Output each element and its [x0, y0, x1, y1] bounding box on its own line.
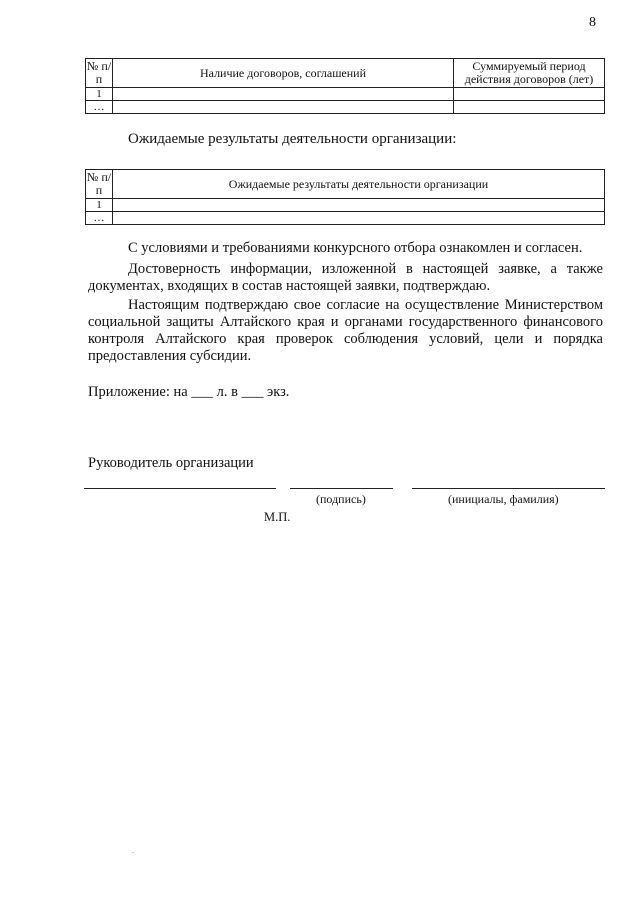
- table-cell: [113, 212, 605, 225]
- signatory-title: Руководитель организации: [88, 455, 254, 471]
- table-cell: [454, 88, 605, 101]
- results-table: [85, 169, 605, 225]
- results-heading: Ожидаемые результаты деятельности организации:: [128, 131, 457, 147]
- table-row: [86, 212, 605, 225]
- signature-caption: (подпись): [316, 492, 366, 506]
- signature-line: [290, 488, 393, 489]
- name-line: [412, 488, 605, 489]
- table-cell: …: [86, 101, 113, 114]
- signature-line-position: [84, 488, 276, 489]
- column-header-number: № п/п: [86, 170, 112, 197]
- table-cell: 1: [86, 88, 113, 101]
- table-header-row: [86, 170, 605, 199]
- column-header-contracts: Наличие договоров, соглашений: [113, 59, 454, 88]
- table-cell: [113, 199, 605, 212]
- table-row: [86, 199, 605, 212]
- table-header-row: [86, 59, 605, 88]
- table-cell: …: [86, 212, 113, 225]
- attachment-line: Приложение: на ___ л. в ___ экз.: [88, 384, 290, 400]
- table-row: [86, 88, 605, 101]
- scan-mark: .: [132, 846, 134, 855]
- name-caption: (инициалы, фамилия): [448, 492, 559, 506]
- column-header-number: № п/п: [86, 59, 112, 86]
- column-header-period: Суммируемый период действия договоров (лет): [454, 59, 605, 88]
- table-cell: [113, 88, 454, 101]
- inspection-consent-paragraph: Настоящим подтверждаю свое согласие на осуществление Министерством социальной защиты Алтайского края и органами государственного финансового контроля Алтайского края проверок соблюдения условий, цели и порядка предоставления субсидии.: [88, 297, 603, 364]
- table-cell: [454, 101, 605, 114]
- table-cell: 1: [86, 199, 113, 212]
- table-cell: [113, 101, 454, 114]
- page-number: 8: [589, 15, 596, 30]
- accuracy-paragraph: Достоверность информации, изложенной в настоящей заявке, а также документах, входящих в состав настоящей заявки, подтверждаю.: [88, 261, 603, 294]
- table-row: [86, 101, 605, 114]
- stamp-placeholder: М.П.: [264, 510, 291, 524]
- column-header-results: Ожидаемые результаты деятельности организации: [113, 170, 605, 199]
- contracts-table: [85, 58, 605, 114]
- consent-paragraph: С условиями и требованиями конкурсного отбора ознакомлен и согласен.: [128, 240, 583, 256]
